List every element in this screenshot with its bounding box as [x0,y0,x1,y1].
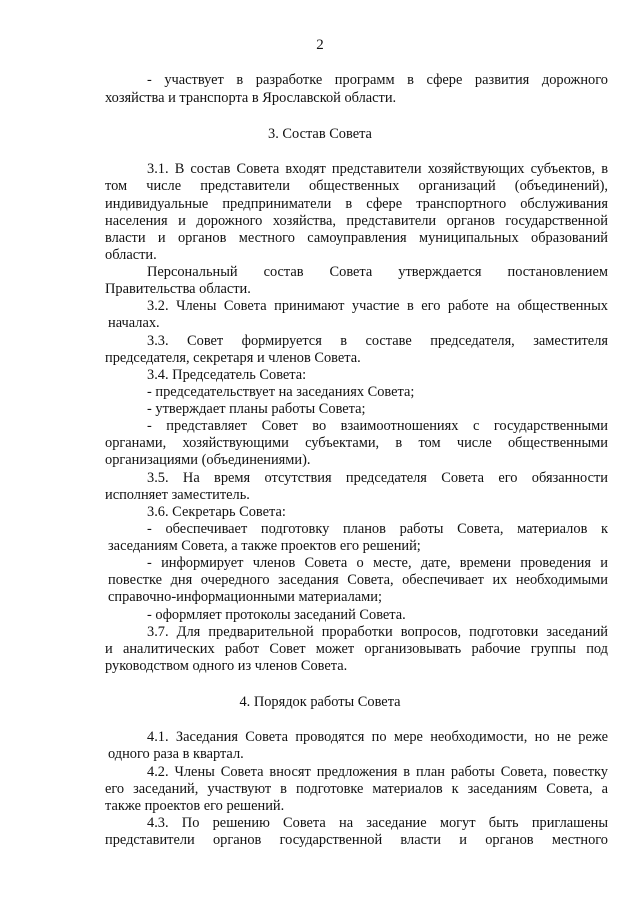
text-line: - информирует членов Совета о месте, дате, времени проведения и [147,555,608,571]
text-line: Персональный состав Совета утверждается постановлением [147,264,608,280]
text-line: началах. [108,315,160,331]
text-line: повестке дня очередного заседания Совета, обеспечивает их необходимыми [108,572,608,588]
text-line: области. [105,247,157,263]
text-line: 4.2. Члены Совета вносят предложения в план работы Совета, повестку [147,764,608,780]
text-line: председателя, секретаря и членов Совета. [105,350,361,366]
text-line: индивидуальные предприниматели в сфере транспортного обслуживания [105,196,608,212]
text-line: - представляет Совет во взаимоотношениях с государственными [147,418,608,434]
text-line: 4.1. Заседания Совета проводятся по мере необходимости, но не реже [147,729,608,745]
text-line: 3.7. Для предварительной проработки вопросов, подготовки заседаний [147,624,608,640]
text-line: исполняет заместитель. [105,487,250,503]
text-line: - председательствует на заседаниях Совета; [147,384,415,400]
text-line: 3.3. Совет формируется в составе председателя, заместителя [147,333,608,349]
text-line: 3.2. Члены Совета принимают участие в его работе на общественных [147,298,608,314]
text-line: - утверждает планы работы Совета; [147,401,366,417]
text-line: одного раза в квартал. [108,746,244,762]
text-line: Правительства области. [105,281,251,297]
text-line: 4.3. По решению Совета на заседание могут быть приглашены [147,815,608,831]
section-heading-composition: 3. Состав Совета [268,126,372,142]
text-line: также проектов его решений. [105,798,285,814]
text-line: представители органов государственной власти и органов местного [105,832,608,848]
text-line: 3.1. В состав Совета входят представители хозяйствующих субъектов, в [147,161,608,177]
text-line: руководством одного из членов Совета. [105,658,348,674]
text-line: том числе представители общественных организаций (объединений), [105,178,608,194]
text-line: населения и дорожного хозяйства, представители органов государственной [105,213,608,229]
page-number: 2 [316,37,324,53]
text-line: организациями (объединениями). [105,452,311,468]
text-line: - оформляет протоколы заседаний Совета. [147,607,406,623]
text-line: власти и органов местного самоуправления муниципальных образований [105,230,608,246]
text-line: его заседаний, участвуют в подготовке материалов к заседаниям Совета, а [105,781,608,797]
text-line: органами, хозяйствующими субъектами, в том числе общественными [105,435,608,451]
text-line: - обеспечивает подготовку планов работы Совета, материалов к [147,521,608,537]
section-heading-procedure: 4. Порядок работы Совета [239,694,401,710]
text-line: 3.4. Председатель Совета: [147,367,307,383]
text-line: - участвует в разработке программ в сфере развития дорожного [147,72,608,88]
text-line: 3.6. Секретарь Совета: [147,504,286,520]
text-line: заседаниям Совета, а также проектов его решений; [108,538,421,554]
text-line: 3.5. На время отсутствия председателя Совета его обязанности [147,470,608,486]
text-line: хозяйства и транспорта в Ярославской области. [105,90,397,106]
text-line: справочно-информационными материалами; [108,589,382,605]
text-line: и аналитических работ Совет может организовывать рабочие группы под [105,641,608,657]
